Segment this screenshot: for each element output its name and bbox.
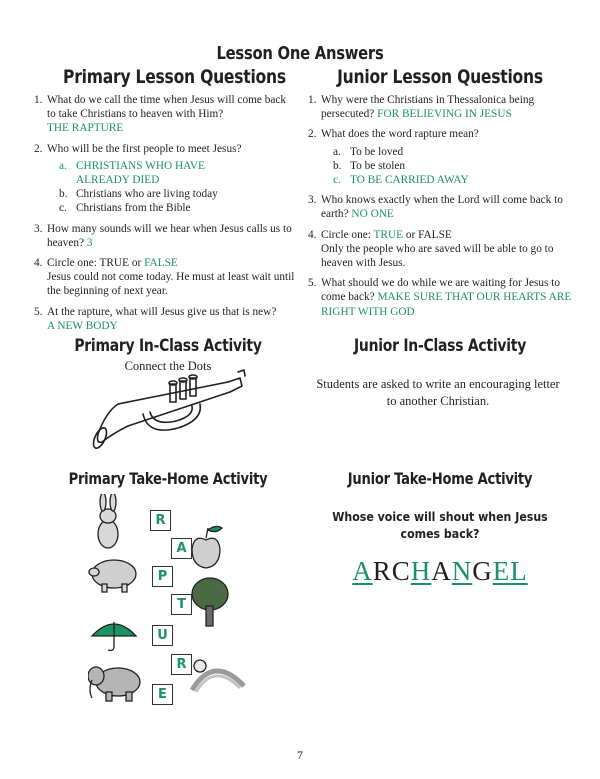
question-text: Who will be the first people to meet Jesus? (47, 142, 242, 155)
list-item (34, 256, 296, 299)
letter-box: R (171, 654, 192, 675)
junior-question-list (308, 93, 586, 325)
answer-text: FALSE (144, 257, 178, 270)
trumpet-illustration (88, 364, 248, 459)
junior-in-class-title: Junior In-Class Activity (353, 336, 527, 356)
letter-box: P (152, 566, 173, 587)
answer-text: FOR BELIEVING IN JESUS (377, 108, 512, 121)
list-item (34, 93, 296, 136)
answer-letter: H (410, 556, 432, 586)
answer-text: THE RAPTURE (47, 122, 124, 135)
answer-letter: A (352, 556, 373, 586)
page-title: Lesson One Answers (216, 43, 384, 64)
question-number: 3. (34, 222, 43, 235)
junior-lesson-title: Junior Lesson Questions (337, 66, 543, 88)
question-number: 1. (34, 94, 43, 106)
answer-text: 3 (86, 236, 93, 249)
letter-box: R (150, 510, 171, 531)
statement-text: Only the people who are saved will be able to go to heaven with Jesus. (321, 242, 554, 270)
option-item: c. TO BE CARRIED AWAY (333, 174, 469, 187)
question-number: 1. (308, 94, 317, 106)
archangel-answer (305, 556, 575, 587)
connect-dots-label: Connect the Dots (124, 359, 212, 373)
list-item (308, 228, 586, 271)
question-text: Who knows exactly when the Lord will come back to earth? (321, 194, 563, 221)
letter-box: T (171, 594, 192, 615)
answer-text: A NEW BODY (47, 319, 118, 332)
question-text: How many sounds will we hear when Jesus calls us to heaven? (47, 222, 292, 249)
answer-word (352, 556, 528, 586)
answer-letter: L (510, 556, 528, 586)
letter-box: E (152, 684, 173, 705)
option-item: a. To be loved (333, 145, 404, 158)
page-number: 7 (297, 748, 303, 762)
option-item: b. Christians who are living today (59, 188, 218, 201)
answer-text: NO ONE (351, 208, 394, 221)
list-item (308, 93, 586, 121)
option-list (321, 145, 586, 188)
question-number: 4. (308, 228, 317, 241)
question-number: 5. (308, 277, 317, 290)
question-number: 2. (34, 142, 43, 155)
option-item: a. CHRISTIANS WHO HAVE ALREADY DIED (59, 159, 205, 187)
list-item (34, 222, 296, 250)
rapture-puzzle (88, 494, 264, 714)
question-text: At the rapture, what will Jesus give us that is new? (47, 305, 277, 318)
question-number: 5. (34, 305, 43, 318)
primary-take-home-title: Primary Take-Home Activity (68, 469, 268, 488)
question-text-after: or FALSE (405, 228, 452, 241)
question-text: Why were the Christians in Thessalonica being persecuted? (321, 94, 535, 121)
option-item: b. To be stolen (333, 159, 406, 172)
answer-text: MAKE SURE THAT OUR HEARTS ARE RIGHT WITH GOD (321, 291, 572, 318)
junior-in-class-text: Students are asked to write an encouraging letter to another Christian. (316, 377, 560, 408)
primary-in-class-title: Primary In-Class Activity (74, 336, 262, 356)
question-text: What does the word rapture mean? (321, 128, 479, 141)
list-item (34, 142, 296, 216)
list-item (34, 305, 296, 333)
question-number: 2. (308, 128, 317, 141)
list-item (308, 276, 586, 319)
question-text: What do we call the time when Jesus will come back to take Christians to heaven with Him? (47, 94, 287, 121)
question-number: 4. (34, 257, 43, 270)
letter-box: U (152, 625, 173, 646)
question-text: Circle one: TRUE or (47, 257, 142, 270)
answer-text: TRUE (373, 228, 404, 241)
primary-question-list (34, 93, 296, 339)
answer-letter: R (372, 556, 392, 586)
question-text: Circle one: (321, 228, 371, 241)
answer-letter: N (451, 556, 473, 586)
letter-box: A (171, 538, 192, 559)
question-text: What should we do while we are waiting for Jesus to come back? (321, 277, 561, 304)
option-list (47, 159, 296, 216)
answer-letter: A (431, 556, 452, 586)
statement-text: Jesus could not come today. He must at least wait until the beginning of next year. (47, 271, 295, 298)
list-item (308, 193, 586, 221)
primary-lesson-title: Primary Lesson Questions (63, 66, 286, 88)
list-item (308, 127, 586, 187)
option-item: c. Christians from the Bible (59, 202, 191, 215)
answer-letter: C (391, 556, 411, 586)
question-number: 3. (308, 194, 317, 207)
take-home-question: Whose voice will shout when Jesus comes back? (332, 509, 548, 541)
answer-letter: G (472, 556, 493, 586)
answer-letter: E (492, 556, 511, 586)
junior-take-home-title: Junior Take-Home Activity (347, 469, 533, 488)
